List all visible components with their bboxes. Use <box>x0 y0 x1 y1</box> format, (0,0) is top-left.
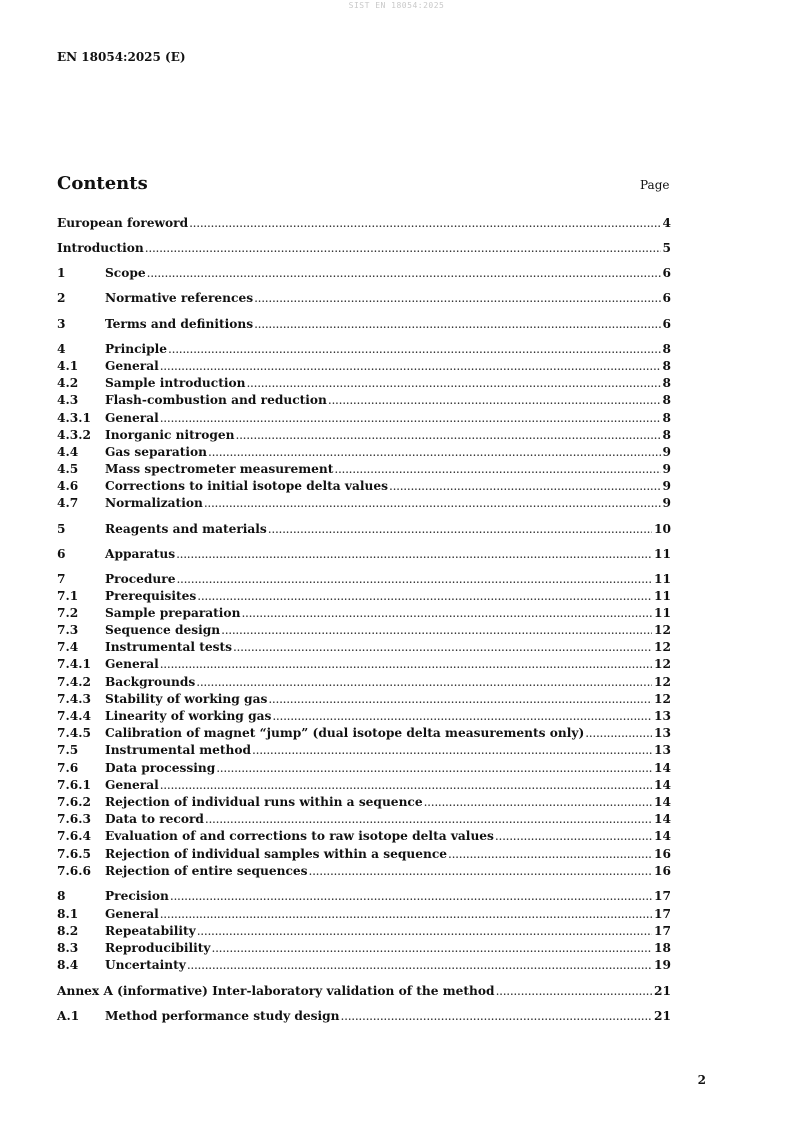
toc-entry-number: 3 <box>57 317 66 331</box>
toc-entry-number: 4.6 <box>57 479 79 493</box>
dot-leader <box>160 410 661 427</box>
toc-entry-number: 2 <box>57 291 66 305</box>
toc-entry-number: 4.3 <box>57 393 79 407</box>
dot-leader <box>212 940 653 957</box>
toc-entry-title: Normative references <box>105 291 254 305</box>
toc-entry-title: Data processing <box>105 761 216 775</box>
toc-entry[interactable] <box>57 410 671 427</box>
toc-entry[interactable] <box>57 290 671 307</box>
toc-entry-number: 8.2 <box>57 924 79 938</box>
toc-entry-title: Backgrounds <box>105 675 196 689</box>
toc-entry[interactable] <box>57 521 671 538</box>
toc-entry-page: 16 <box>654 864 671 878</box>
toc-entry-title: Scope <box>105 266 146 280</box>
toc-entry[interactable] <box>57 444 671 461</box>
toc-entry-title: Principle <box>105 342 168 356</box>
toc-entry-page: 11 <box>654 606 671 620</box>
toc-entry-number: 4.4 <box>57 445 79 459</box>
toc-entry-title: Sample introduction <box>105 376 246 390</box>
toc-entry-page: 12 <box>654 640 671 654</box>
dot-leader <box>236 427 661 444</box>
dot-leader <box>389 478 661 495</box>
toc-entry-number: A.1 <box>57 1009 80 1023</box>
dot-leader <box>448 846 652 863</box>
toc-entry-page: 8 <box>662 342 671 356</box>
toc-entry-title: Mass spectrometer measurement <box>105 462 334 476</box>
toc-entry-page: 8 <box>662 359 671 373</box>
toc-entry-title: Data to record <box>105 812 204 826</box>
dot-leader <box>309 863 653 880</box>
toc-entry-page: 8 <box>662 393 671 407</box>
dot-leader <box>205 811 652 828</box>
dot-leader <box>268 691 652 708</box>
dot-leader <box>145 240 661 257</box>
toc-entry-title: Precision <box>105 889 169 903</box>
page-column-label: Page <box>640 178 670 192</box>
toc-entry-page: 13 <box>654 709 671 723</box>
dot-leader <box>160 906 652 923</box>
toc-entry-page: 17 <box>654 924 671 938</box>
toc-entry[interactable] <box>57 863 671 880</box>
toc-entry[interactable] <box>57 888 671 905</box>
dot-leader <box>268 521 652 538</box>
dot-leader <box>197 588 652 605</box>
toc-entry-title: General <box>105 778 159 792</box>
toc-entry-title: Sample preparation <box>105 606 241 620</box>
toc-entry[interactable] <box>57 811 671 828</box>
toc-entry[interactable] <box>57 656 671 673</box>
toc-entry[interactable] <box>57 392 671 409</box>
dot-leader <box>197 923 652 940</box>
toc-entry-number: 7.6.6 <box>57 864 91 878</box>
toc-entry-page: 9 <box>662 462 671 476</box>
contents-title: Contents <box>57 173 148 194</box>
toc-entry[interactable] <box>57 622 671 639</box>
toc-entry-page: 13 <box>654 743 671 757</box>
dot-leader <box>328 392 661 409</box>
dot-leader <box>170 888 652 905</box>
toc-entry-title: General <box>105 411 159 425</box>
toc-entry[interactable] <box>57 906 671 923</box>
toc-entry[interactable] <box>57 777 671 794</box>
dot-leader <box>424 794 652 811</box>
toc-entry-number: 4.5 <box>57 462 79 476</box>
toc-entry[interactable] <box>57 846 671 863</box>
toc-entry-number: 5 <box>57 522 66 536</box>
toc-entry[interactable] <box>57 571 671 588</box>
toc-entry[interactable] <box>57 708 671 725</box>
toc-entry-title: Gas separation <box>105 445 208 459</box>
toc-entry-number: 4 <box>57 342 66 356</box>
toc-entry-page: 19 <box>654 958 671 972</box>
toc-entry-number: 7.4.2 <box>57 675 91 689</box>
dot-leader <box>176 571 652 588</box>
toc-entry[interactable] <box>57 358 671 375</box>
toc-entry-number: 4.3.2 <box>57 428 91 442</box>
toc-entry[interactable] <box>57 478 671 495</box>
dot-leader <box>496 983 652 1000</box>
toc-entry-page: 6 <box>662 291 671 305</box>
toc-entry-page: 10 <box>654 522 671 536</box>
toc-entry-page: 6 <box>662 317 671 331</box>
toc-entry-page: 8 <box>662 376 671 390</box>
toc-entry[interactable] <box>57 375 671 392</box>
dot-leader <box>495 828 652 845</box>
toc-entry-page: 9 <box>662 479 671 493</box>
toc-entry-title: Uncertainty <box>105 958 186 972</box>
toc-entry[interactable] <box>57 923 671 940</box>
toc-entry-title: Method performance study design <box>105 1009 340 1023</box>
toc-entry-page: 17 <box>654 889 671 903</box>
toc-entry-page: 14 <box>654 829 671 843</box>
toc-entry-page: 17 <box>654 907 671 921</box>
toc-entry[interactable] <box>57 828 671 845</box>
toc-entry-title: Sequence design <box>105 623 221 637</box>
toc-entry-title: Rejection of entire sequences <box>105 864 308 878</box>
toc-entry[interactable] <box>57 725 671 742</box>
dot-leader <box>585 725 652 742</box>
toc-entry[interactable] <box>57 983 671 1000</box>
toc-entry[interactable] <box>57 742 671 759</box>
toc-entry-number: 7.4.5 <box>57 726 91 740</box>
dot-leader <box>196 674 652 691</box>
toc-entry-title: General <box>105 907 159 921</box>
toc-entry-number: 8 <box>57 889 66 903</box>
toc-entry-title: Reproducibility <box>105 941 211 955</box>
toc-entry-number: 7.3 <box>57 623 79 637</box>
dot-leader <box>334 461 660 478</box>
toc-entry-number: 7.6.3 <box>57 812 91 826</box>
toc-entry-page: 18 <box>654 941 671 955</box>
toc-entry[interactable] <box>57 215 671 232</box>
toc-entry-number: 8.4 <box>57 958 79 972</box>
toc-entry-number: 7 <box>57 572 66 586</box>
toc-entry-page: 9 <box>662 496 671 510</box>
toc-entry-title: European foreword <box>57 216 189 230</box>
toc-entry-page: 11 <box>654 547 671 561</box>
dot-leader <box>160 777 652 794</box>
toc-entry-title: Rejection of individual runs within a sequence <box>105 795 423 809</box>
dot-leader <box>160 656 652 673</box>
toc-entry-number: 4.2 <box>57 376 79 390</box>
toc-entry[interactable] <box>57 546 671 563</box>
toc-entry[interactable] <box>57 240 671 257</box>
toc-entry-title: Procedure <box>105 572 176 586</box>
toc-entry[interactable] <box>57 427 671 444</box>
toc-entry-page: 9 <box>662 445 671 459</box>
toc-entry-title: Evaluation of and corrections to raw isotope delta values <box>105 829 494 843</box>
toc-entry-title: Reagents and materials <box>105 522 267 536</box>
toc-entry-page: 12 <box>654 692 671 706</box>
document-id: EN 18054:2025 (E) <box>57 50 186 64</box>
toc-entry[interactable] <box>57 341 671 358</box>
toc-entry-page: 12 <box>654 657 671 671</box>
dot-leader <box>187 957 652 974</box>
toc-entry-title: Calibration of magnet “jump” (dual isotope delta measurements only) <box>105 726 585 740</box>
toc-entry-title: Annex A (informative) Inter-laboratory validation of the method <box>57 984 495 998</box>
toc-entry-number: 6 <box>57 547 66 561</box>
dot-leader <box>147 265 661 282</box>
toc-entry-number: 7.6.2 <box>57 795 91 809</box>
toc-entry-title: Rejection of individual samples within a sequence <box>105 847 448 861</box>
toc-entry-page: 8 <box>662 411 671 425</box>
toc-entry[interactable] <box>57 957 671 974</box>
toc-entry-title: Terms and definitions <box>105 317 254 331</box>
toc-entry[interactable] <box>57 588 671 605</box>
toc-entry[interactable] <box>57 495 671 512</box>
dot-leader <box>221 622 652 639</box>
toc-entry-number: 8.1 <box>57 907 79 921</box>
dot-leader <box>272 708 652 725</box>
toc-entry-title: Normalization <box>105 496 203 510</box>
toc-entry-page: 11 <box>654 572 671 586</box>
toc-entry[interactable] <box>57 316 671 333</box>
toc-entry[interactable] <box>57 940 671 957</box>
dot-leader <box>168 341 660 358</box>
toc-entry-number: 1 <box>57 266 66 280</box>
toc-entry-page: 21 <box>654 1009 671 1023</box>
toc-entry-title: Instrumental tests <box>105 640 232 654</box>
dot-leader <box>246 375 660 392</box>
toc-entry-title: Introduction <box>57 241 144 255</box>
toc-entry-page: 6 <box>662 266 671 280</box>
toc-entry-number: 7.4.3 <box>57 692 91 706</box>
toc-entry-title: Instrumental method <box>105 743 252 757</box>
dot-leader <box>208 444 661 461</box>
toc-entry[interactable] <box>57 794 671 811</box>
toc-entry-page: 12 <box>654 675 671 689</box>
dot-leader <box>241 605 652 622</box>
toc-entry-number: 7.6 <box>57 761 79 775</box>
toc-entry-title: Prerequisites <box>105 589 197 603</box>
toc-entry-page: 21 <box>654 984 671 998</box>
toc-entry[interactable] <box>57 1008 671 1025</box>
toc-entry[interactable] <box>57 639 671 656</box>
toc-entry-title: General <box>105 359 159 373</box>
toc-entry[interactable] <box>57 461 671 478</box>
toc-entry-page: 12 <box>654 623 671 637</box>
dot-leader <box>254 290 660 307</box>
toc-entry-number: 7.2 <box>57 606 79 620</box>
dot-leader <box>233 639 652 656</box>
toc-entry[interactable] <box>57 691 671 708</box>
toc-entry-page: 16 <box>654 847 671 861</box>
toc-entry-number: 7.4 <box>57 640 79 654</box>
toc-entry-title: Repeatability <box>105 924 196 938</box>
dot-leader <box>189 215 660 232</box>
toc-entry-number: 7.1 <box>57 589 79 603</box>
toc-entry[interactable] <box>57 674 671 691</box>
dot-leader <box>254 316 660 333</box>
toc-entry-page: 14 <box>654 778 671 792</box>
toc-entry-number: 7.6.4 <box>57 829 91 843</box>
dot-leader <box>252 742 652 759</box>
toc-entry-page: 13 <box>654 726 671 740</box>
dot-leader <box>176 546 652 563</box>
toc-entry-page: 14 <box>654 812 671 826</box>
dot-leader <box>204 495 661 512</box>
toc-entry-number: 7.5 <box>57 743 79 757</box>
toc-entry[interactable] <box>57 760 671 777</box>
dot-leader <box>341 1008 652 1025</box>
toc-entry-title: Stability of working gas <box>105 692 268 706</box>
watermark: SIST EN 18054:2025 <box>348 1 445 10</box>
toc-entry-number: 4.1 <box>57 359 79 373</box>
toc-entry-page: 14 <box>654 795 671 809</box>
toc-entry-number: 4.3.1 <box>57 411 91 425</box>
toc-entry-number: 4.7 <box>57 496 79 510</box>
toc-entry-page: 11 <box>654 589 671 603</box>
toc-entry-page: 14 <box>654 761 671 775</box>
page-number: 2 <box>697 1073 706 1087</box>
toc-entry-title: Corrections to initial isotope delta values <box>105 479 389 493</box>
dot-leader <box>216 760 652 777</box>
toc-entry[interactable] <box>57 605 671 622</box>
toc-entry-number: 8.3 <box>57 941 79 955</box>
toc-entry-page: 8 <box>662 428 671 442</box>
toc-entry-title: Linearity of working gas <box>105 709 272 723</box>
toc-entry-page: 5 <box>662 241 671 255</box>
toc-entry-title: Apparatus <box>105 547 176 561</box>
toc-entry-title: Flash-combustion and reduction <box>105 393 327 407</box>
toc-entry-number: 7.4.4 <box>57 709 91 723</box>
dot-leader <box>160 358 661 375</box>
toc-entry-number: 7.4.1 <box>57 657 91 671</box>
toc-entry-number: 7.6.1 <box>57 778 91 792</box>
toc-entry[interactable] <box>57 265 671 282</box>
toc-entry-number: 7.6.5 <box>57 847 91 861</box>
toc-entry-title: Inorganic nitrogen <box>105 428 235 442</box>
toc-entry-page: 4 <box>662 216 671 230</box>
toc-entry-title: General <box>105 657 159 671</box>
